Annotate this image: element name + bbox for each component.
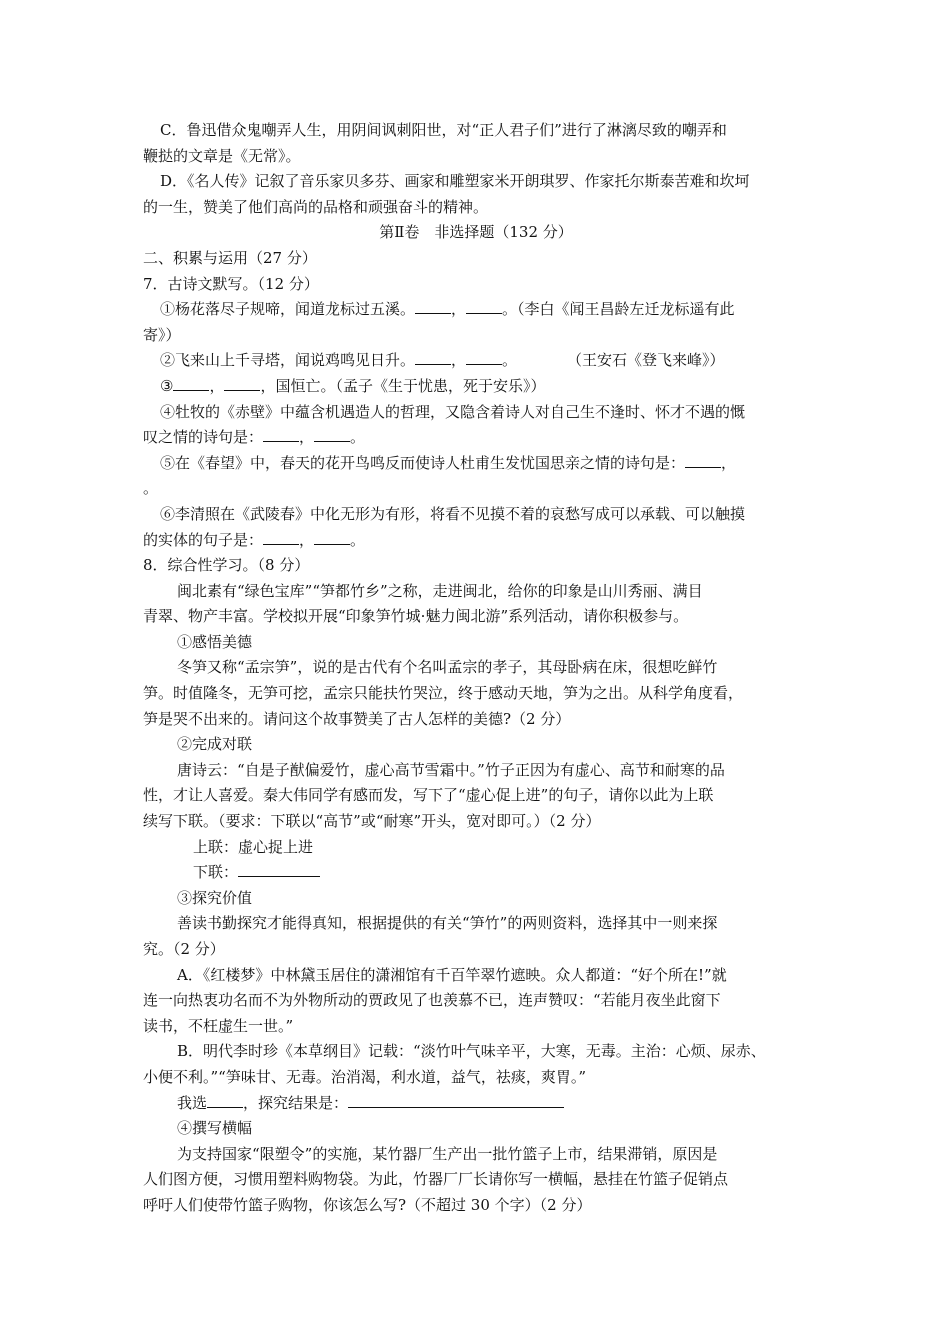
period: 。: [350, 428, 366, 447]
poem-item-2: [143, 348, 809, 374]
blank[interactable]: [263, 528, 299, 545]
intro-line1: 闽北素有“绿色宝库”“笋都竹乡”之称，走进闽北，给你的印象是山川秀丽、满目: [177, 581, 703, 600]
poem-6-text: 的实体的句子是：: [143, 530, 264, 549]
separator: ，: [451, 300, 467, 319]
section-heading: 二、积累与运用（27 分）: [143, 248, 317, 267]
period: 。: [350, 530, 366, 549]
exam-page: [143, 118, 809, 1219]
poem-2-source: （王安石《登飞来峰》）: [567, 351, 725, 370]
result-label: ，探究结果是：: [243, 1093, 349, 1112]
blank[interactable]: [466, 297, 502, 314]
option-d-line1: D．《名人传》记叙了音乐家贝多芬、画家和雕塑家米开朗琪罗、作家托尔斯泰苦难和坎坷: [160, 172, 750, 191]
volume-title: 第Ⅱ卷 非选择题（132 分）: [379, 223, 573, 242]
blank[interactable]: [314, 528, 350, 545]
poem-item-6-line1: ⑥李清照在《武陵春》中化无形为有形，将看不见摸不着的哀愁写成可以承载、可以触摸: [160, 504, 746, 523]
subtask-3-heading: ③探究价值: [177, 888, 253, 907]
poem-item-5-line1: [143, 451, 809, 477]
subtask-2-heading: ②完成对联: [177, 735, 253, 754]
subtask-1-line3: 笋是哭不出来的。请问这个故事赞美了古人怎样的美德?（2 分）: [143, 709, 571, 728]
answer-blank[interactable]: [238, 860, 320, 877]
poem-item-5-line2: 。: [143, 479, 159, 498]
poem-item-3: [143, 374, 809, 400]
result-blank[interactable]: [348, 1091, 564, 1108]
subtask-4-line2: 人们图方便，习惯用塑料购物袋。为此，竹器厂厂长请你写一横幅，悬挂在竹篮子促销点: [143, 1170, 729, 1189]
option-c-line2: 鞭挞的文章是《无常》。: [143, 146, 301, 165]
subtask-2-line3: 续写下联。（要求：下联以“高节”或“耐寒”开头，宽对即可。）（2 分）: [143, 812, 601, 831]
poem-3-text: ，国恒亡。（孟子《生于忧患，死于安乐》）: [260, 376, 546, 395]
question-7-heading: 7．古诗文默写。（12 分）: [143, 274, 319, 293]
poem-4-text: 叹之情的诗句是：: [143, 428, 264, 447]
period: 。: [502, 351, 518, 370]
choice-blank[interactable]: [207, 1091, 243, 1108]
subtask-3-line1: 善读书勤探究才能得真知，根据提供的有关“笋竹”的两则资料，选择其中一则来探: [177, 914, 718, 933]
upper-couplet: 上联：虚心捉上进: [193, 837, 314, 856]
blank[interactable]: [314, 425, 350, 442]
blank[interactable]: [224, 374, 260, 391]
subtask-1-line2: 笋。时值隆冬，无笋可挖，孟宗只能扶竹哭泣，终于感动天地，笋为之出。从科学角度看，: [143, 684, 744, 703]
poem-item-1: [143, 297, 809, 323]
material-b-line1: B．明代李时珍《本草纲目》记载：“淡竹叶气味辛平，大寒，无毒。主治：心烦、尿赤、: [177, 1042, 766, 1061]
blank[interactable]: [173, 374, 209, 391]
poem-1-text: ①杨花落尽子规啼，闻道龙标过五溪。: [160, 300, 416, 319]
separator: ，: [451, 351, 467, 370]
poem-item-4-line2: [143, 425, 809, 451]
poem-5-text: ⑤在《春望》中，春天的花开鸟鸣反而使诗人杜甫生发忧国思亲之情的诗句是：: [160, 453, 686, 472]
subtask-1-line1: 冬笋又称“孟宗笋”，说的是古代有个名叫孟宗的孝子，其母卧病在床，很想吃鲜竹: [177, 658, 718, 677]
blank[interactable]: [685, 451, 721, 468]
subtask-4-heading: ④撰写横幅: [177, 1119, 253, 1138]
blank[interactable]: [415, 348, 451, 365]
separator: ，: [299, 530, 315, 549]
material-b-line2: 小便不利。”“笋味甘、无毒。治消渴，利水道，益气，祛痰，爽胃。”: [143, 1067, 587, 1086]
poem-1-source: 。（李白《闻王昌龄左迁龙标遥有此: [502, 300, 735, 319]
selection-line: [143, 1091, 809, 1117]
subtask-2-line1: 唐诗云：“自是子猷偏爱竹，虚心高节雪霜中。”竹子正因为有虚心、高节和耐寒的品: [177, 760, 725, 779]
subtask-1-heading: ①感悟美德: [177, 632, 253, 651]
option-c-line1: C．鲁迅借众鬼嘲弄人生，用阴间讽刺阳世，对“正人君子们”进行了淋漓尽致的嘲弄和: [160, 121, 727, 139]
subtask-4-line1: 为支持国家“限塑令”的实施，某竹器厂生产出一批竹篮子上市，结果滞销，原因是: [177, 1144, 718, 1163]
option-d-line2: 的一生，赞美了他们高尚的品格和顽强奋斗的精神。: [143, 197, 489, 216]
intro-line2: 青翠、物产丰富。学校拟开展“印象笋竹城·魅力闽北游”系列活动，请你积极参与。: [143, 607, 689, 626]
subtask-2-line2: 性，才让人喜爱。秦大伟同学有感而发，写下了“虚心促上进”的句子，请你以此为上联: [143, 786, 714, 805]
separator: ，: [721, 453, 737, 472]
subtask-3-line2: 究。（2 分）: [143, 940, 225, 958]
blank[interactable]: [415, 297, 451, 314]
blank[interactable]: [466, 348, 502, 365]
material-a-line1: A．《红楼梦》中林黛玉居住的潇湘馆有千百竿翠竹遮映。众人都道：“好个所在!”就: [177, 965, 727, 984]
poem-2-text: ②飞来山上千寻塔，闻说鸡鸣见日升。: [160, 351, 416, 370]
poem-item-1-cont: 寄》）: [143, 325, 181, 344]
poem-item-6-line2: [143, 528, 809, 554]
lower-couplet: [143, 860, 809, 886]
separator: ，: [299, 428, 315, 447]
poem-3-number: ③: [160, 376, 174, 395]
material-a-line2: 连一向热衷功名而不为外物所动的贾政见了也羡慕不已，连声赞叹：“若能月夜坐此窗下: [143, 991, 721, 1010]
material-a-line3: 读书，不枉虚生一世。”: [143, 1016, 294, 1035]
blank[interactable]: [263, 425, 299, 442]
subtask-4-line3: 呼吁人们使带竹篮子购物，你该怎么写?（不超过 30 个字）（2 分）: [143, 1195, 592, 1214]
selection-label: 我选: [177, 1093, 208, 1112]
poem-item-4-line1: ④牡牧的《赤壁》中蕴含机遇造人的哲理，又隐含着诗人对自己生不逢时、怀才不遇的慨: [160, 402, 746, 421]
separator: ，: [209, 376, 225, 395]
question-8-heading: 8．综合性学习。（8 分）: [143, 556, 310, 575]
lower-couplet-label: 下联：: [193, 863, 239, 882]
